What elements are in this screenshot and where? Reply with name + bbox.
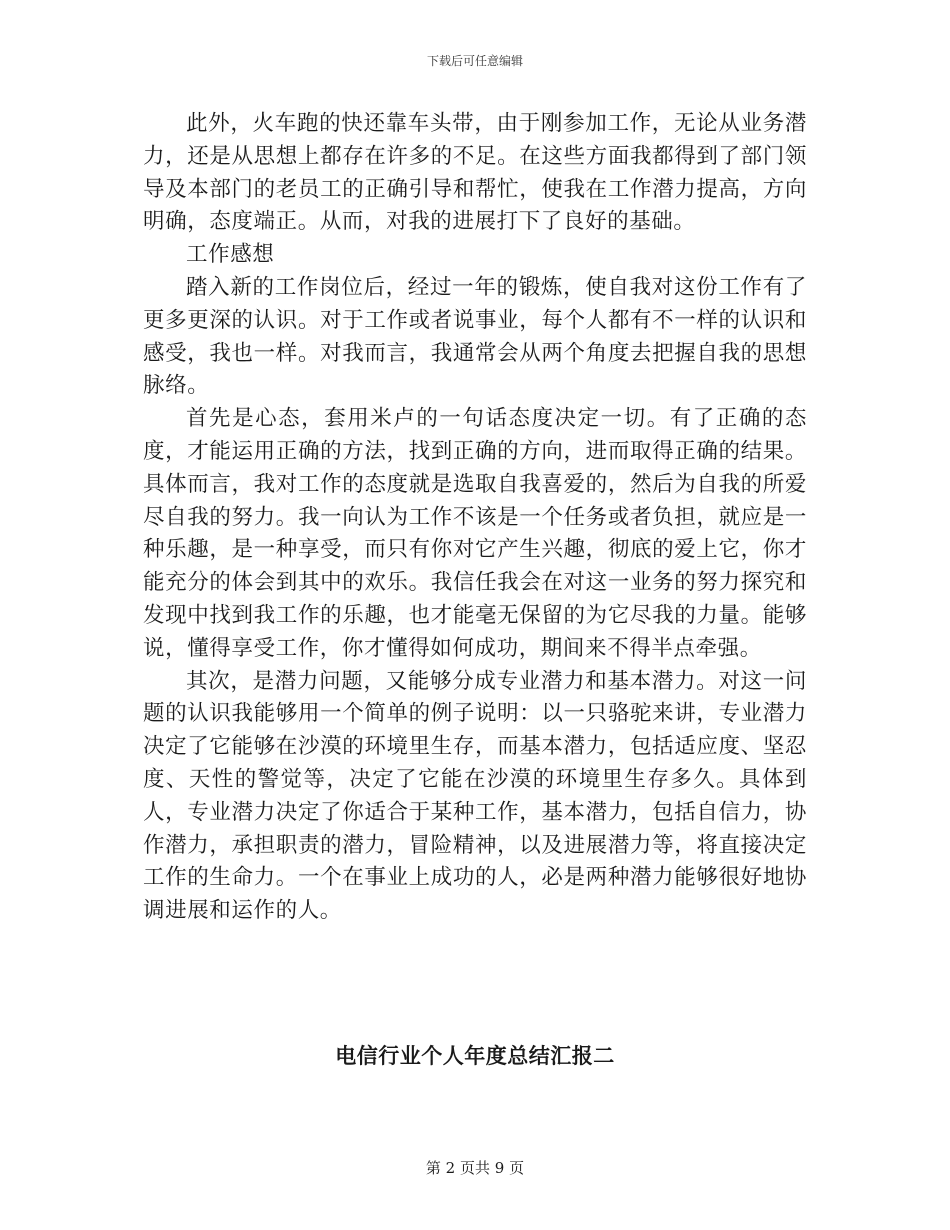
paragraph-intro: 此外，火车跑的快还靠车头带，由于刚参加工作，无论从业务潜力，还是从思想上都存在许多的不足。在这些方面我都得到了部门领导及本部门的老员工的正确引导和帮忙，使我在工作潜力提高，方向明确，态度端正。从而，对我的进展打下了良好的基础。 (143, 111, 807, 235)
paragraph-ability: 其次，是潜力问题，又能够分成专业潜力和基本潜力。对这一问题的认识我能够用一个简单的例子说明：以一只骆驼来讲，专业潜力决定了它能够在沙漠的环境里生存，而基本潜力，包括适应度、坚忍度、天性的警觉等，决定了它能在沙漠的环境里生存多久。具体到人，专业潜力决定了你适合于某种工作，基本潜力，包括自信力，协作潜力，承担职责的潜力，冒险精神，以及进展潜力等，将直接决定工作的生命力。一个在事业上成功的人，必是两种潜力能够很好地协调进展和运作的人。 (143, 668, 807, 924)
document-subtitle: 电信行业个人年度总结汇报二 (335, 1043, 615, 1068)
header-note: 下载后可任意编辑 (426, 54, 523, 68)
document-body (143, 108, 807, 928)
section-heading-work-thoughts: 工作感想 (186, 242, 275, 268)
paragraph-attitude: 首先是心态，套用米卢的一句话态度决定一切。有了正确的态度，才能运用正确的方法，找到正确的方向，进而取得正确的结果。具体而言，我对工作的态度就是选取自我喜爱的，然后为自我的所爱尽自我的努力。我一向认为工作不该是一个任务或者负担，就应是一种乐趣，是一种享受，而只有你对它产生兴趣，彻底的爱上它，你才能充分的体会到其中的欢乐。我信任我会在对这一业务的努力探究和发现中找到我工作的乐趣，也才能毫无保留的为它尽我的力量。能够说，懂得享受工作，你才懂得如何成功，期间来不得半点牵强。 (143, 406, 807, 661)
paragraph-thoughts: 踏入新的工作岗位后，经过一年的锻炼，使自我对这份工作有了更多更深的认识。对于工作或者说事业，每个人都有不一样的认识和感受，我也一样。对我而言，我通常会从两个角度去把握自我的思想脉络。 (143, 274, 807, 399)
page-number: 第 2 页共 9 页 (425, 1159, 525, 1177)
